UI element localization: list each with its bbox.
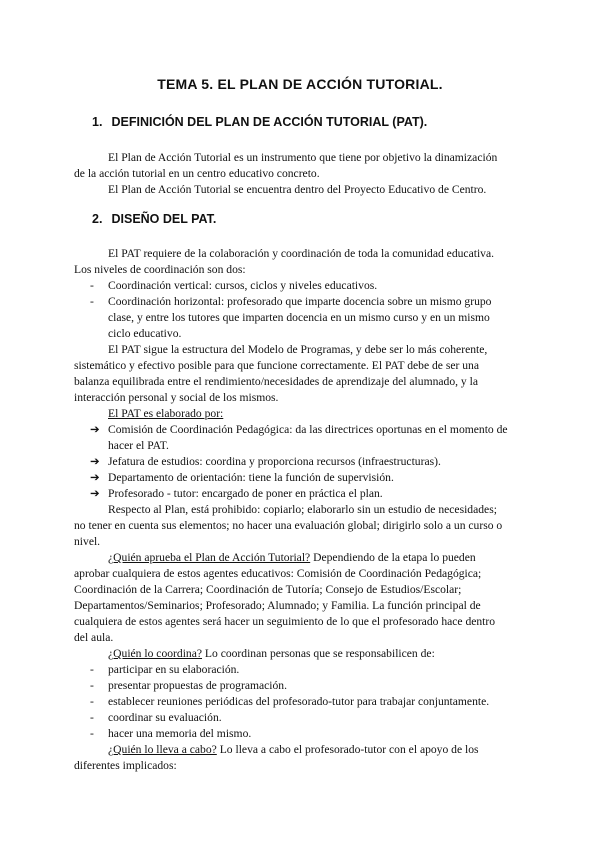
list-item: hacer el PAT. (108, 439, 169, 452)
section-title: DEFINICIÓN DEL PLAN DE ACCIÓN TUTORIAL (PAT). (111, 115, 428, 129)
dash-bullet: - (90, 279, 94, 292)
paragraph-line: El PAT requiere de la colaboración y coordinación de toda la comunidad educativa. (108, 247, 495, 260)
paragraph-line: El PAT sigue la estructura del Modelo de Programas, y debe ser lo más coherente, (108, 343, 488, 356)
list-item: hacer una memoria del mismo. (108, 727, 252, 740)
page-title: TEMA 5. EL PLAN DE ACCIÓN TUTORIAL. (157, 76, 443, 92)
list-item: Jefatura de estudios: coordina y proporciona recursos (infraestructuras). (108, 455, 441, 468)
paragraph-line: El Plan de Acción Tutorial se encuentra dentro del Proyecto Educativo de Centro. (108, 183, 487, 196)
paragraph-line (108, 550, 476, 566)
dash-bullet: - (90, 663, 94, 676)
list-item: establecer reuniones periódicas del profesorado-tutor para trabajar conjuntamente. (108, 695, 490, 708)
paragraph-line (108, 646, 435, 662)
paragraph-line: balanza equilibrada entre el rendimiento/necesidades de aprendizaje del alumnado, y la (74, 375, 478, 388)
paragraph-line: interacción personal y social de los mismos. (74, 391, 279, 404)
section-number: 2. (92, 212, 103, 226)
list-item: participar en su elaboración. (108, 663, 240, 676)
dash-bullet: - (90, 727, 94, 740)
list-item: coordinar su evaluación. (108, 711, 222, 724)
paragraph-line: sistemático y efectivo posible para que funcione correctamente. El PAT debe de ser una (74, 359, 479, 372)
dash-bullet: - (90, 695, 94, 708)
paragraph-line: nivel. (74, 535, 101, 548)
question-label: ¿Quién lo lleva a cabo? (108, 743, 217, 756)
paragraph-line: Los niveles de coordinación son dos: (74, 263, 246, 276)
paragraph-line: Respecto al Plan, está prohibido: copiarlo; elaborarlo sin un estudio de necesidades; (108, 503, 497, 516)
paragraph-line: aprobar cualquiera de estos agentes educativos: Comisión de Coordinación Pedagógica; (74, 567, 482, 580)
arrow-bullet-icon: ➔ (90, 455, 100, 468)
question-label: ¿Quién aprueba el Plan de Acción Tutorial? (108, 551, 311, 564)
section-heading-2 (92, 212, 216, 226)
paragraph-line: no tener en cuenta sus elementos; no hacer una evaluación global; dirigirlo solo a un curso o (74, 519, 503, 532)
dash-bullet: - (90, 679, 94, 692)
list-item: presentar propuestas de programación. (108, 679, 287, 692)
paragraph-line: Departamentos/Seminarios; Profesorado; Alumnado; y Familia. La función principal de (74, 599, 481, 612)
paragraph-line: diferentes implicados: (74, 759, 177, 772)
paragraph-line: de la acción tutorial en un centro educativo concreto. (74, 167, 320, 180)
paragraph-line: del aula. (74, 631, 114, 644)
paragraph-text: Lo lleva a cabo el profesorado-tutor con el apoyo de los (216, 743, 479, 756)
dash-bullet: - (90, 295, 94, 308)
paragraph-line: Coordinación de la Carrera; Coordinación de Tutoría; Consejo de Estudios/Escolar; (74, 583, 462, 596)
section-heading-1 (92, 115, 427, 129)
section-title: DISEÑO DEL PAT. (111, 212, 217, 226)
arrow-bullet-icon: ➔ (90, 423, 100, 436)
paragraph-text: Dependiendo de la etapa lo pueden (310, 551, 476, 564)
list-item: Departamento de orientación: tiene la función de supervisión. (108, 471, 394, 484)
paragraph-text: Lo coordinan personas que se responsabilicen de: (202, 647, 435, 660)
list-item: ciclo educativo. (108, 327, 182, 340)
question-label: ¿Quién lo coordina? (108, 647, 203, 660)
section-number: 1. (92, 115, 103, 129)
list-item: Comisión de Coordinación Pedagógica: da las directrices oportunas en el momento de (108, 423, 508, 436)
paragraph-line: cualquiera de estos agentes será hacer un seguimiento de lo que el profesorado hace dentro (74, 615, 496, 628)
underlined-label: El PAT es elaborado por: (108, 407, 224, 420)
list-item: clase, y entre los tutores que imparten docencia en un mismo curso y en un mismo (108, 311, 490, 324)
arrow-bullet-icon: ➔ (90, 471, 100, 484)
paragraph-line: El Plan de Acción Tutorial es un instrumento que tiene por objetivo la dinamización (108, 151, 498, 164)
list-item: Coordinación vertical: cursos, ciclos y niveles educativos. (108, 279, 378, 292)
dash-bullet: - (90, 711, 94, 724)
arrow-bullet-icon: ➔ (90, 487, 100, 500)
paragraph-line (108, 742, 479, 758)
list-item: Profesorado - tutor: encargado de poner en práctica el plan. (108, 487, 383, 500)
list-item: Coordinación horizontal: profesorado que imparte docencia sobre un mismo grupo (108, 295, 492, 308)
